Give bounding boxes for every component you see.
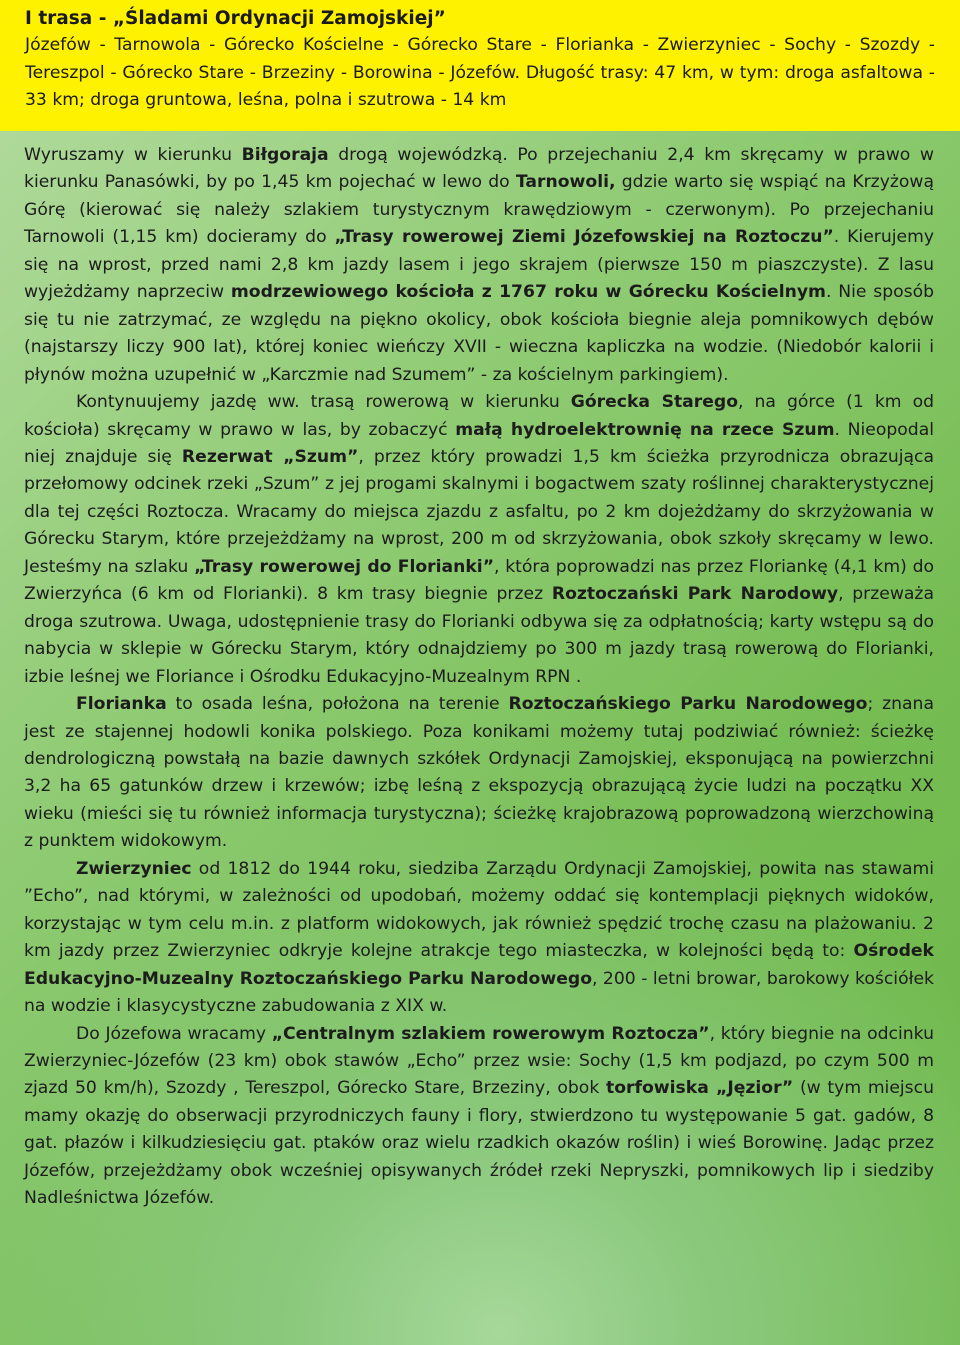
text: (w tym miejscu mamy okazję do obserwacji przyrodniczych fauny i flory, stwierdzono tu występowanie 5 gat. gadów, 8 gat. płazów i kilkudziesięciu gat. ptaków oraz wielu rzadkich okazów roślin) i wieś Borowinę. Jadąc przez Józefów, przejeżdżamy obok wcześniej opisywanych źródeł rzeki Nepryszki, pomnikowych lip i siedziby Nadleśnictwa Józefów. [24,1078,934,1209]
text: od 1812 do 1944 roku, siedziba Zarządu Ordynacji Zamojskiej, powita nas stawami ”Echo”, nad którymi, w zależności od upodobań, możemy oddać się kontemplacji pięknych widoków, korzystając w tym celu m.in. z platform widokowych, jak również spędzić trochę czasu na plażowaniu. 2 km jazdy przez Zwierzyniec odkryje kolejne atrakcje tego miasteczka, w kolejności będą to: [24,858,934,962]
place-name: Tarnowoli, [515,172,616,193]
text: , która poprowadzi nas przez Floriankę (4,1 km) do Zwierzyńca (6 km od Florianki). 8 km trasy biegnie przez [24,556,934,605]
paragraph-gorecko [24,389,934,691]
place-name: Biłgoraja [241,145,329,165]
text: , który biegnie na odcinku Zwierzyniec-Józefów (23 km) obok stawów „Echo” przez wsie: Sochy (1,5 km podjazd, po czym 500 m zjazd 50 km/h), Szozdy , Tereszpol, Górecko Stare, Brzeziny, obok [24,1023,934,1099]
text: ; znana jest ze stajennej hodowli konika polskiego. Poza konikami możemy tutaj podziwiać również: ścieżkę dendrologiczną powstałą na bazie dawnych szkółek Ordynacji Zamojskiej, eksponującą na powierzchni 3,2 ha 65 gatunków drzew i krzewów; izbę leśną z ekspozycją obrazującą życie ludzi na początku XX wieku (mieści się tu również informacja turystyczna); ścieżkę krajobrazową poprowadzoną wierzchowiną z punktem widokowym. [24,694,934,852]
trail-name: „Trasy rowerowej do Florianki” [194,556,494,577]
text: . Kierujemy się na wprost, przed nami 2,8 km jazdy lasem i jego skrajem (pierwsze 150 m piaszczyste). Z lasu wyjeżdżamy naprzeciw [24,227,934,303]
place-name: Florianka [76,694,167,715]
trail-name: „Trasy rowerowej Ziemi Józefowskiej na Roztoczu” [334,227,834,248]
landmark-name: modrzewiowego kościoła z 1767 roku w Górecku Kościelnym [230,282,826,303]
text: gdzie warto się wspiąć na Krzyżową Górę (kierować się należy szlakiem turystycznym krawędziowym - czerwonym). Po przejechaniu Tarnowoli (1,15 km) docieramy do [24,172,935,248]
trail-name: „Centralnym szlakiem rowerowym Roztocza” [271,1023,710,1044]
text: Kontynuujemy jazdę ww. trasą rowerową w kierunku [76,392,571,413]
landmark-name: Rezerwat „Szum” [181,446,359,467]
place-name: Górecka Starego [570,392,739,413]
text: . Nieopodal niej znajduje się [24,419,935,467]
route-header [0,0,960,131]
text: , 200 - letni browar, barokowy kościółek na wodzie i klasycystyczne zabudowania z XIX w. [24,968,934,1017]
paragraph-start [24,142,934,389]
landmark-name: małą hydroelektrownię na rzece Szum [455,419,835,440]
park-name: Roztoczańskiego Parku Narodowego [508,694,868,715]
text: to osada leśna, położona na terenie [166,694,509,715]
route-body [24,142,934,1213]
text: , przez który prowadzi 1,5 km ścieżka przyrodnicza obrazująca przełomowy odcinek rzeki „Szum” z jej progami skalnymi i bogactwem szaty roślinnej charakterystycznej dla tej części Roztocza. Wracamy do miejsca zjazdu z asfaltu, po 2 km dojeżdżamy do skrzyżowania w Górecku Starym, które przejeżdżamy na wprost, 200 m od skrzyżowania, obok szkoły skręcamy w lewo. Jesteśmy na szlaku [24,446,935,577]
paragraph-florianka [24,691,934,856]
place-name: Zwierzyniec [76,858,192,879]
park-name: Roztoczański Park Narodowy [551,584,839,605]
landmark-name: Ośrodek Edukacyjno-Muzealny Roztoczańskiego Parku Narodowego [24,941,934,989]
text: drogą wojewódzką. Po przejechaniu 2,4 km skręcamy w prawo w kierunku Panasówki, by po 1,45 km pojechać w lewo do [24,145,934,193]
route-description: Józefów - Tarnowola - Górecko Kościelne - Górecko Stare - Florianka - Zwierzyniec - Sochy - Szozdy - Tereszpol - Górecko Stare - Brzeziny - Borowina - Józefów. Długość trasy: 47 km, w tym: droga asfaltowa - 33 km; droga gruntowa, leśna, polna i szutrowa - 14 km [25,35,935,111]
landmark-name: torfowiska „Jęzior” [606,1078,794,1099]
text: . Nie sposób się tu nie zatrzymać, ze względu na piękno okolicy, obok kościoła biegnie aleja pomnikowych dębów (najstarszy liczy 900 lat), której koniec wieńczy XVII - wieczna kapliczka na wodzie. (Niedobór kalorii i płynów można uzupełnić w „Karczmie nad Szumem” - za kościelnym parkingiem). [24,282,934,385]
text: Wyruszamy w kierunku [24,145,242,165]
paragraph-return [24,1021,934,1213]
route-title: I trasa - „Śladami Ordynacji Zamojskiej” [25,8,446,29]
text: , na górce (1 km od kościoła) skręcamy w prawo w las, by zobaczyć [24,392,935,440]
text: Do Józefowa wracamy [76,1023,272,1044]
paragraph-zwierzyniec [24,856,934,1021]
text: , przeważa droga szutrowa. Uwaga, udostępnienie trasy do Florianki odbywa się za odpłatnością; karty wstępu są do nabycia w sklepie w Górecku Starym, który odnajdziemy po 300 m jazdy trasą rowerową do Florianki, izbie leśnej we Floriance i Ośrodku Edukacyjno-Muzealnym RPN . [24,584,934,687]
